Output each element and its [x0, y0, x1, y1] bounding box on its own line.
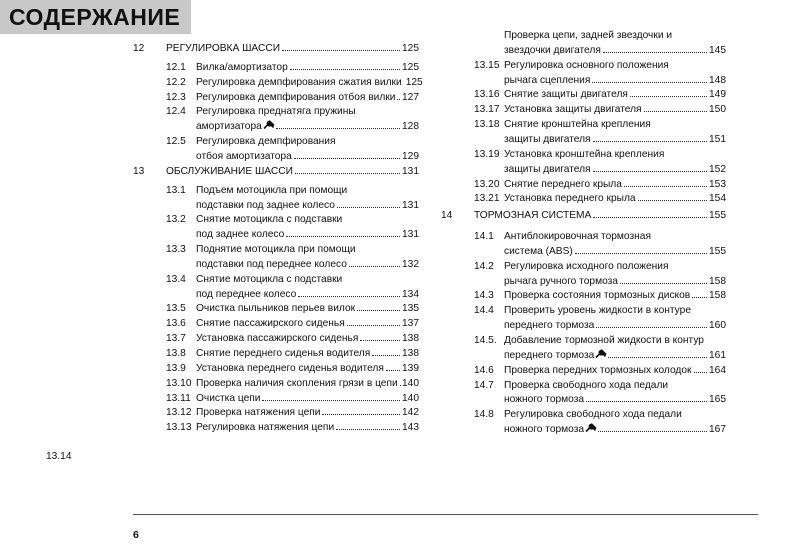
dot-leader — [322, 413, 400, 415]
entry-number: 14.1 — [474, 231, 494, 243]
dot-leader — [638, 199, 707, 201]
entry-title: Установка защиты двигателя — [504, 104, 642, 116]
page-ref: 148 — [709, 74, 726, 86]
entry-title: рычага сцепления — [504, 74, 591, 86]
entry-title: отбоя амортизатора — [196, 150, 292, 162]
entry-number: 14.6 — [474, 364, 494, 376]
entry-title: Регулировка свободного хода педали — [504, 409, 682, 421]
dot-leader — [586, 400, 707, 402]
section-title: ТОРМОЗНАЯ СИСТЕМА — [474, 210, 592, 222]
entry-number: 13.12 — [166, 407, 192, 419]
page-ref: 135 — [402, 303, 419, 315]
toc-entry-line[interactable] — [504, 163, 726, 177]
wrench-icon — [595, 349, 606, 358]
dot-leader — [593, 140, 707, 142]
entry-number: 14.2 — [474, 260, 494, 272]
toc-entry-line[interactable] — [504, 29, 726, 43]
dot-leader — [298, 295, 400, 297]
toc-entry-line[interactable] — [196, 362, 419, 376]
dot-leader — [337, 206, 400, 208]
entry-title: переднего тормоза — [504, 320, 595, 332]
entry-title: Антиблокировочная тормозная — [504, 231, 651, 243]
toc-entry-line[interactable] — [504, 408, 726, 422]
page-ref: 125 — [402, 61, 419, 73]
dot-leader — [575, 252, 707, 254]
entry-number: 13.11 — [166, 392, 191, 404]
toc-section-line[interactable] — [166, 42, 419, 56]
entry-title: Проверка состояния тормозных дисков — [504, 290, 691, 302]
toc-entry-line[interactable] — [196, 332, 419, 346]
dot-leader — [290, 68, 400, 70]
toc-entry-line[interactable] — [196, 199, 419, 213]
entry-number: 12.5 — [166, 136, 186, 148]
section-title: ОБСЛУЖИВАНИЕ ШАССИ — [166, 165, 293, 177]
page-ref: 154 — [709, 193, 726, 205]
entry-number: 13.2 — [166, 214, 186, 226]
entry-title: Очистка пыльников перьев вилок — [196, 303, 356, 315]
section-number: 12 — [133, 43, 145, 54]
toc-entry-line[interactable] — [196, 61, 419, 75]
entry-number: 12.1 — [166, 61, 186, 73]
page-ref: 155 — [709, 245, 726, 257]
dot-leader — [592, 81, 707, 83]
entry-number: 13.8 — [166, 348, 186, 359]
entry-number: 13.19 — [474, 148, 500, 160]
dot-leader — [282, 49, 400, 51]
toc-entry-line[interactable] — [196, 392, 419, 406]
footer-divider — [133, 514, 758, 515]
section-number: 14 — [441, 210, 453, 222]
entry-number: 13.17 — [474, 104, 500, 116]
page-ref: 152 — [709, 163, 726, 175]
dot-leader — [692, 296, 707, 298]
page-ref: 165 — [709, 394, 726, 406]
toc-entry-line[interactable] — [504, 319, 726, 333]
page-ref: 128 — [402, 121, 419, 133]
entry-title: Снятие мотоцикла с подставки — [196, 273, 343, 285]
page-ref: 167 — [709, 424, 726, 436]
entry-title: под переднее колесо — [196, 288, 297, 300]
page-ref: 132 — [402, 258, 419, 270]
entry-title: подставки под переднее колесо — [196, 258, 347, 270]
dot-leader — [336, 428, 400, 430]
toc-entry-line[interactable] — [504, 133, 726, 147]
entry-title: Регулировка исходного положения — [504, 260, 669, 272]
page-ref: 140 — [402, 392, 419, 404]
toc-entry-line[interactable] — [196, 228, 419, 242]
entry-title: Регулировка демпфирования сжатия вилки — [196, 76, 402, 88]
page-ref: 158 — [709, 275, 726, 287]
toc-entry-line[interactable] — [196, 76, 423, 90]
page-ref: 131 — [402, 229, 419, 241]
section-number: 13 — [133, 165, 145, 177]
entry-title: амортизатора — [196, 121, 262, 133]
entry-title: система (ABS) — [504, 245, 573, 257]
entry-title: подставки под заднее колесо — [196, 199, 335, 211]
toc-entry-line[interactable] — [504, 103, 726, 117]
entry-title: Подъем мотоцикла при помощи — [196, 184, 348, 196]
toc-entry-line[interactable] — [196, 243, 419, 257]
wrench-icon — [263, 120, 274, 129]
toc-entry-line[interactable] — [504, 349, 726, 363]
entry-number: 12.4 — [166, 106, 186, 118]
toc-entry-line[interactable] — [196, 105, 419, 119]
entry-title: Установка пассажирского сиденья — [196, 333, 359, 345]
dot-leader — [397, 98, 400, 100]
entry-title: Снятие пассажирского сиденья — [196, 318, 345, 330]
toc-entry-line[interactable] — [196, 377, 419, 391]
entry-number: 13.13 — [166, 422, 192, 434]
dot-leader — [593, 170, 707, 172]
entry-title: ножного тормоза — [504, 424, 585, 436]
entry-number: 12.3 — [166, 91, 186, 103]
dot-leader — [262, 399, 400, 401]
toc-entry-line[interactable] — [504, 44, 726, 58]
entry-title: Снятие переднего крыла — [504, 178, 622, 190]
page-ref: 131 — [402, 165, 419, 177]
page-ref: 131 — [402, 199, 419, 211]
toc-entry-line[interactable] — [196, 150, 419, 164]
entry-title: под заднее колесо — [196, 229, 285, 241]
entry-title: защиты двигателя — [504, 163, 591, 175]
dot-leader — [644, 110, 707, 112]
entry-title: Проверка наличия скопления грязи в цепи — [196, 377, 398, 389]
entry-number: 13.18 — [474, 119, 500, 131]
entry-number: 14.8 — [474, 409, 494, 421]
page-ref: 161 — [709, 349, 726, 361]
toc-entry-line[interactable] — [196, 184, 419, 198]
page-ref: 142 — [402, 407, 419, 419]
toc-entry-line[interactable] — [504, 260, 726, 274]
toc-entry-line[interactable] — [196, 317, 419, 331]
entry-title: Снятие защиты двигателя — [504, 89, 628, 101]
entry-title: Добавление тормозной жидкости в контур — [504, 335, 704, 346]
entry-title: Регулировка основного положения — [504, 59, 669, 71]
entry-number: 13.4 — [166, 273, 186, 285]
entry-number: 13.16 — [474, 89, 500, 101]
dot-leader — [295, 172, 400, 174]
dot-leader — [286, 235, 400, 237]
entry-number: 13.3 — [166, 244, 186, 256]
title-bar — [0, 0, 191, 34]
dot-leader — [372, 354, 400, 356]
entry-number: 13.1 — [166, 184, 186, 196]
page-ref: 151 — [709, 133, 726, 145]
toc-entry-line[interactable] — [196, 302, 419, 316]
dot-leader — [386, 369, 400, 371]
toc-entry-line[interactable] — [504, 245, 726, 259]
page-ref: 153 — [709, 178, 726, 190]
page-ref: 134 — [402, 288, 419, 300]
toc-entry-line[interactable] — [504, 304, 726, 318]
page-ref: 129 — [402, 150, 419, 162]
toc-entry-line[interactable] — [504, 88, 726, 102]
entry-title: Регулировка натяжения цепи — [196, 422, 335, 434]
section-title: РЕГУЛИРОВКА ШАССИ — [166, 43, 281, 54]
page-ref: 138 — [402, 333, 419, 345]
entry-title: переднего тормоза — [504, 349, 595, 361]
page-ref: 125 — [402, 43, 419, 54]
dot-leader — [608, 356, 707, 358]
toc-entry-line[interactable] — [504, 59, 726, 73]
page-ref: 127 — [402, 91, 419, 103]
entry-title: Вилка/амортизатор — [196, 61, 288, 73]
page-ref: 140 — [402, 377, 419, 389]
dot-leader — [694, 371, 708, 373]
entry-number: 14.4 — [474, 305, 494, 317]
page-ref: 125 — [405, 76, 423, 88]
page-ref: 139 — [402, 362, 419, 374]
page-ref: 160 — [709, 320, 726, 332]
entry-title: Установка кронштейна крепления — [504, 148, 665, 160]
entry-title: Проверить уровень жидкости в контуре — [504, 305, 691, 317]
toc-entry-line[interactable] — [196, 91, 419, 105]
page-number: 6 — [133, 529, 139, 541]
entry-number: 13.21 — [474, 193, 500, 205]
dot-leader — [598, 430, 707, 432]
page-ref: 149 — [709, 89, 726, 101]
dot-leader — [624, 185, 707, 187]
page-ref: 143 — [402, 422, 419, 434]
entry-title: Снятие переднего сиденья водителя — [196, 348, 371, 359]
entry-number: 14.5. — [474, 335, 497, 346]
page-ref: 164 — [709, 364, 726, 376]
entry-title: Проверка натяжения цепи — [196, 407, 321, 419]
entry-number: 13.5 — [166, 303, 186, 315]
entry-title: Установка переднего крыла — [504, 193, 636, 205]
entry-number: 13.20 — [474, 178, 500, 190]
entry-number: 12.2 — [166, 76, 186, 88]
entry-number: 13.15 — [474, 59, 500, 71]
entry-number: 13.9 — [166, 362, 186, 374]
entry-title: Снятие мотоцикла с подставки — [196, 214, 343, 226]
toc-entry-line[interactable] — [504, 74, 726, 88]
toc-section-line[interactable] — [166, 165, 419, 179]
toc-section-line[interactable] — [474, 209, 726, 223]
entry-title: Установка переднего сиденья водителя — [196, 362, 384, 374]
toc-entry-line[interactable] — [196, 120, 419, 134]
toc-entry-line[interactable] — [504, 364, 726, 378]
entry-title: Проверка передних тормозных колодок — [504, 364, 692, 376]
entry-title: рычага ручного тормоза — [504, 275, 618, 287]
entry-title: звездочки двигателя — [504, 44, 601, 56]
page-ref: 137 — [402, 318, 419, 330]
toc-entry-line[interactable] — [504, 423, 726, 437]
page-ref: 138 — [402, 348, 419, 359]
dot-leader — [357, 309, 400, 311]
page-ref: 158 — [709, 290, 726, 302]
toc-entry-line[interactable] — [504, 379, 726, 393]
entry-title: ножного тормоза — [504, 394, 585, 406]
dot-leader — [294, 157, 400, 159]
entry-title: Снятие кронштейна крепления — [504, 119, 651, 131]
dot-leader — [630, 95, 707, 97]
toc-entry-line[interactable] — [504, 275, 726, 289]
toc-entry-line[interactable] — [196, 421, 419, 435]
entry-number: 14.7 — [474, 379, 494, 391]
dot-leader — [596, 326, 707, 328]
page-title: СОДЕРЖАНИЕ — [9, 4, 181, 30]
page-ref: 145 — [709, 44, 726, 56]
wrench-icon — [585, 423, 596, 432]
dot-leader — [349, 265, 400, 267]
entry-number: 13.10 — [166, 377, 192, 389]
toc-entry-line[interactable] — [504, 148, 726, 162]
dot-leader — [360, 339, 400, 341]
entry-number: 13.6 — [166, 318, 186, 330]
page-ref: 155 — [709, 210, 726, 222]
dot-leader — [620, 282, 707, 284]
entry-title: Поднятие мотоцикла при помощи — [196, 244, 356, 256]
toc-entry-line[interactable] — [196, 135, 419, 149]
page-ref: 150 — [709, 104, 726, 116]
toc-entry-line[interactable] — [504, 230, 726, 244]
entry-title: Проверка цепи, задней звездочки и — [504, 30, 673, 41]
entry-number: 14.3 — [474, 290, 494, 302]
dot-leader — [276, 127, 400, 129]
entry-title: Проверка свободного хода педали — [504, 379, 669, 391]
toc-entry-line[interactable] — [504, 289, 726, 303]
orphan-entry-number: 13.14 — [46, 451, 72, 462]
toc-entry-line[interactable] — [196, 288, 419, 302]
toc-entry-line[interactable] — [196, 347, 419, 361]
toc-entry-line[interactable] — [504, 118, 726, 132]
toc-entry-line[interactable] — [196, 273, 419, 287]
entry-title: защиты двигателя — [504, 133, 591, 145]
dot-leader — [603, 51, 707, 53]
toc-entry-line[interactable] — [504, 393, 726, 407]
toc-entry-line[interactable] — [504, 334, 726, 348]
entry-title: Регулировка демпфирования отбоя вилки — [196, 91, 396, 103]
toc-entry-line[interactable] — [504, 192, 726, 206]
entry-title: Очистка цепи — [196, 392, 261, 404]
entry-number: 13.7 — [166, 333, 186, 345]
toc-entry-line[interactable] — [196, 406, 419, 420]
toc-entry-line[interactable] — [196, 213, 419, 227]
toc-entry-line[interactable] — [504, 178, 726, 192]
dot-leader — [347, 324, 400, 326]
entry-title: Регулировка демпфирования — [196, 136, 336, 148]
toc-entry-line[interactable] — [196, 258, 419, 272]
dot-leader — [593, 216, 707, 218]
entry-title: Регулировка преднатяга пружины — [196, 106, 356, 118]
